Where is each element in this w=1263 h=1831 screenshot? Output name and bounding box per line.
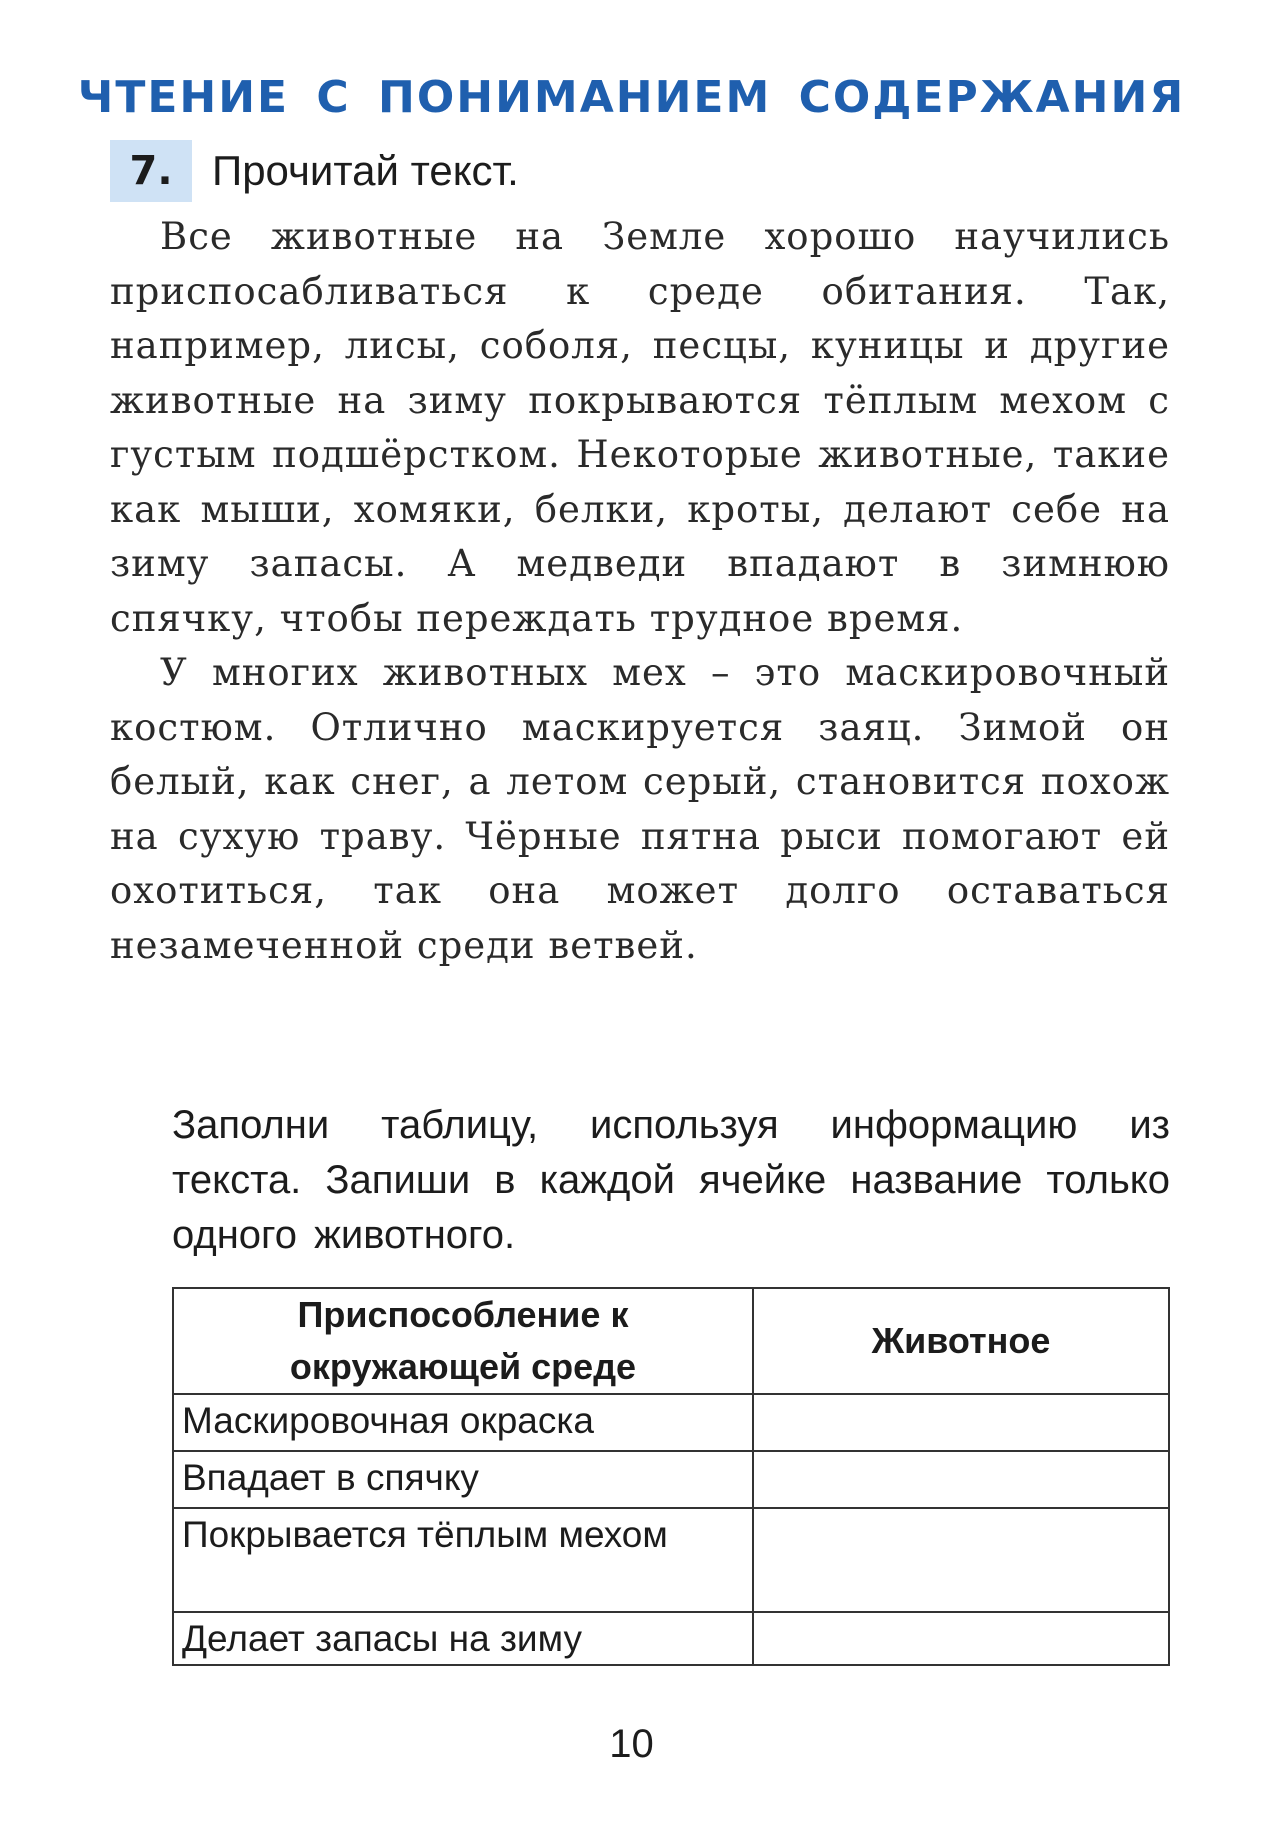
table-row <box>173 1394 1169 1451</box>
reading-text <box>110 210 1170 973</box>
task-number: 7. <box>110 140 192 202</box>
table-row <box>173 1508 1169 1612</box>
assignment-instruction: Заполни таблицу, используя информацию из текста. Запиши в каждой ячейке название только одного животного. <box>172 1103 1170 1257</box>
reading-paragraph: Все животные на Земле хорошо научились приспосабливаться к среде обитания. Так, например, лисы, соболя, песцы, куницы и другие животные на зиму покрываются тёплым мехом с густым подшёрстком. Некоторые животные, такие как мыши, хомяки, белки, кроты, делают себе на зиму запасы. А медведи впадают в зимнюю спячку, чтобы переждать трудное время. <box>110 215 1170 640</box>
answer-table <box>172 1287 1170 1666</box>
section-title: ЧТЕНИЕ С ПОНИМАНИЕМ СОДЕРЖАНИЯ <box>77 72 1186 123</box>
table-header-row <box>173 1288 1169 1394</box>
adaptation-cell: Маскировочная окраска <box>173 1394 753 1451</box>
header-animal: Животное <box>753 1288 1169 1394</box>
header-adaptation: Приспособление к окружающей среде <box>173 1288 753 1394</box>
animal-answer-cell[interactable] <box>753 1394 1169 1451</box>
animal-answer-cell[interactable] <box>753 1508 1169 1612</box>
animal-answer-cell[interactable] <box>753 1451 1169 1508</box>
task-instruction: Прочитай текст. <box>212 147 519 194</box>
table-row <box>173 1612 1169 1665</box>
animal-answer-cell[interactable] <box>753 1612 1169 1665</box>
page-number: 10 <box>609 1722 654 1766</box>
adaptation-cell: Делает запасы на зиму <box>173 1612 753 1665</box>
reading-paragraph: У многих животных мех – это маскировочный костюм. Отлично маскируется заяц. Зимой он белый, как снег, а летом серый, становится похож на сухую траву. Чёрные пятна рыси помогают ей охотиться, так она может долго оставаться незамеченной среди ветвей. <box>110 651 1170 967</box>
adaptation-cell: Покрывается тёплым мехом <box>173 1508 753 1612</box>
table-row <box>173 1451 1169 1508</box>
adaptation-cell: Впадает в спячку <box>173 1451 753 1508</box>
